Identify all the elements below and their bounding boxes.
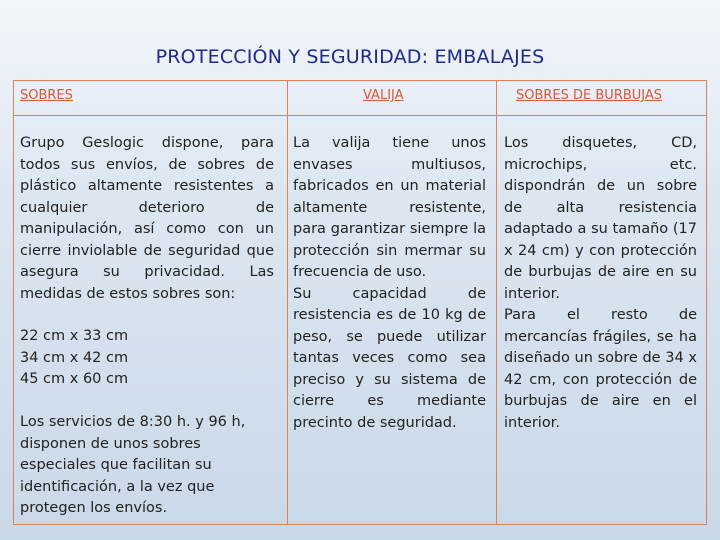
sobres-sizes xyxy=(20,326,274,391)
column-header-burbujas: SOBRES DE BURBUJAS xyxy=(516,88,663,103)
header-divider xyxy=(13,115,707,116)
column-header-valija: VALIJA xyxy=(363,88,404,103)
column-divider xyxy=(287,80,288,525)
sobres-size-item: 45 cm x 60 cm xyxy=(20,371,129,387)
burbujas-text-1: Los disquetes, CD, microchips, etc. dispondrán de un sobre de alta resistencia adaptado a su tamaño (17 x 24 cm) y con protección de burbujas de aire en su interior. xyxy=(504,135,697,302)
valija-cell xyxy=(293,133,486,434)
valija-text-2: Su capacidad de resistencia es de 10 kg de peso, se puede utilizar tantas veces como sea preciso y su sistema de cierre es mediante precinto de seguridad. xyxy=(293,285,486,431)
column-divider xyxy=(496,80,497,525)
sobres-size-item: 34 cm x 42 cm xyxy=(20,349,129,366)
sobres-cell xyxy=(20,133,274,305)
sobres-size-item: 22 cm x 33 cm xyxy=(20,328,129,344)
page-title: PROTECCIÓN Y SEGURIDAD: EMBALAJES xyxy=(155,46,545,68)
column-header-sobres: SOBRES xyxy=(20,88,73,103)
sobres-services-text: Los servicios de 8:30 h. y 96 h, disponen de unos sobres especiales que facilitan su identificación, a la vez que protegen los envíos. xyxy=(20,414,246,516)
burbujas-text-2: Para el resto de mercancías frágiles, se ha diseñado un sobre de 34 x 42 cm, con protección de burbujas de aire en el interior. xyxy=(504,307,697,431)
sobres-services xyxy=(20,412,274,520)
burbujas-cell xyxy=(504,133,697,434)
valija-text-1: La valija tiene unos envases multiusos, fabricados en un material altamente resistente, para garantizar siempre la protección sin mermar su frecuencia de uso. xyxy=(293,135,486,280)
sobres-intro: Grupo Geslogic dispone, para todos sus envíos, de sobres de plástico altamente resistentes a cualquier deterioro de manipulación, así como con un cierre inviolable de seguridad que asegura su privacidad. Las medidas de estos sobres son: xyxy=(20,135,274,302)
